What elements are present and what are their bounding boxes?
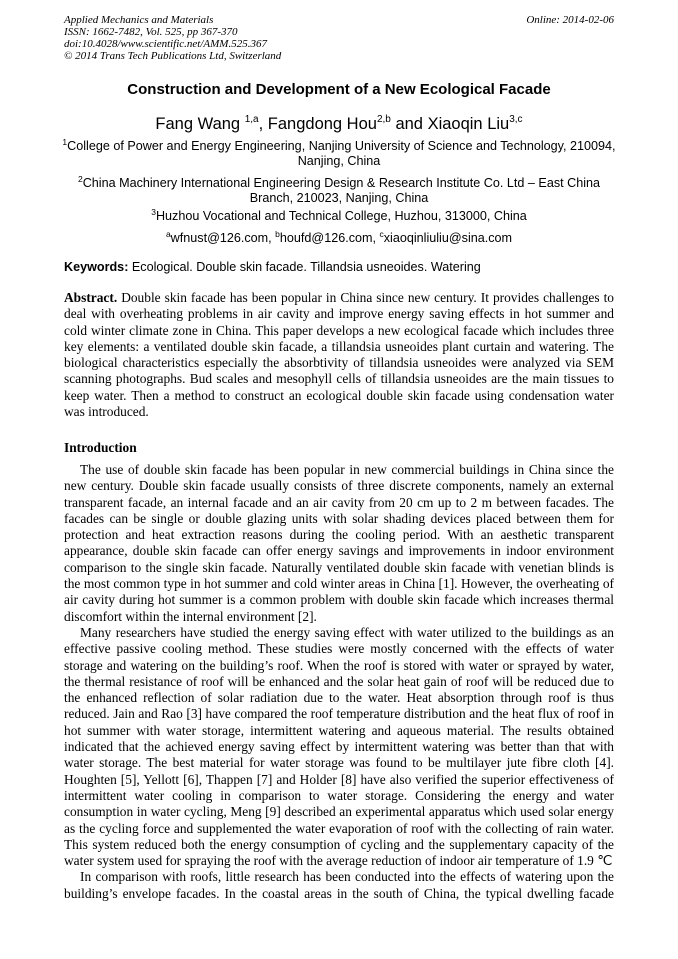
abstract-label: Abstract. [64, 290, 118, 305]
keywords-label: Keywords: [64, 260, 129, 274]
paper-title: Construction and Development of a New Ecological Facade [127, 81, 551, 98]
text-line: storage and watering on the building’s roof. When the roof is stored with water or sprayed by water, [64, 657, 614, 673]
text-line: In comparison with roofs, little research has been conducted into the effects of watering upon the [80, 869, 614, 885]
affiliation-sup: 2 [77, 174, 83, 184]
text-line [64, 290, 614, 306]
text-line: intermittent water cooling in comparison to water storage. Considering the energy and water [64, 787, 614, 803]
author-sup: 3,c [509, 114, 523, 125]
email-list [40, 231, 638, 246]
issn-volume: ISSN: 1662-7482, Vol. 525, pp 367-370 [64, 26, 238, 38]
keywords [64, 260, 481, 274]
text-line: the thermal resistance of roof will be enhanced and the solar heat gain of roof will be reduced due to [64, 673, 614, 689]
author-name: Fang Wang [155, 115, 245, 133]
text-line: hot summer with water storage, intermittent watering and aqueous material. The results obtained [64, 722, 614, 738]
text-line: was introduced. [64, 404, 149, 420]
author-name: Fangdong Hou [267, 115, 377, 133]
author-sep: , [258, 115, 268, 133]
email[interactable]: wfnust@126.com, [170, 231, 276, 245]
journal-info [64, 14, 281, 62]
email-sup: a [165, 229, 171, 239]
text-line: as the cycling force and supplemented the water evaporation of roof with the collecting of rain water. [64, 820, 614, 836]
text-line: effective passive cooling method. These studies were mostly concerned with the effects of water [64, 641, 614, 657]
text-line: appearance, double skin facade can offer energy savings and improvements in indoor environment [64, 543, 614, 559]
journal-name: Applied Mechanics and Materials [64, 14, 214, 26]
text-line: The use of double skin facade has been popular in new commercial buildings in China since the [80, 462, 614, 477]
author-sep: and [390, 115, 428, 133]
text-line: key elements: a ventilated double skin facade, a tillandsia usneoides plant curtain and watering. The [64, 338, 614, 354]
text-line: cold winter climate zone in China. This paper develops a new ecological facade which includes three [64, 322, 614, 338]
affiliation-line: Nanjing, China [297, 154, 381, 168]
text-line: discomfort within the internal environment [2]. [64, 608, 317, 624]
text-line: keep water. Then a method to construct an ecological double skin facade using condensation water [64, 387, 614, 403]
author-sup: 2,b [376, 114, 391, 125]
email[interactable]: xiaoqinliuliu@sina.com [383, 231, 513, 245]
text-line: protection and heat extraction reasons during the cooling period. With an aesthetic transparent [64, 527, 614, 543]
affiliation-sup: 3 [151, 207, 156, 217]
affiliation-1 [40, 139, 638, 169]
affiliation-line: Huzhou Vocational and Technical College, Huzhou, 313000, China [155, 209, 527, 223]
text-line: water system used for spraying the roof with the average reduction of indoor air temperature of 1.9 ℃ [64, 853, 613, 869]
email[interactable]: houfd@126.com, [279, 231, 380, 245]
text-line: facades can be single or double glazing units with solar shading devices placed between them for [64, 510, 614, 526]
affiliation-line: College of Power and Energy Engineering, Nanjing University of Science and Technology, 210094, [67, 139, 616, 153]
email-sup: b [275, 229, 280, 239]
keywords-text: Ecological. Double skin facade. Tillandsia usneoides. Watering [128, 260, 481, 274]
doi: doi:10.4028/www.scientific.net/AMM.525.367 [64, 38, 267, 50]
author-list [40, 115, 638, 134]
text-line: comparison to the single skin facade. Naturally ventilated double skin facade with venetian blinds is [64, 559, 614, 575]
text-line: the enhanced reflection of solar radiation due to the water. Heat absorption through roof is thus [64, 690, 614, 706]
text-line: biological characteristics especially the absorbtivity of tillandsia usneoides were analyzed via SEM [64, 355, 614, 371]
online-date: Online: 2014-02-06 [526, 14, 614, 26]
text-line: indicated that the achieved energy saving effect by intermittent watering was better than that with [64, 739, 614, 755]
text-line: consumption in water cycling, Meng [9] described an experimental apparatus which used solar energy [64, 804, 614, 820]
affiliation-line: China Machinery International Engineering Design & Research Institute Co. Ltd – East China [82, 176, 601, 190]
text-line: building’s envelope facades. In the coastal areas in the south of China, the typical dwelling facade [64, 885, 614, 901]
introduction-body [64, 462, 614, 902]
text-line: air cavity during hot summer is a common problem with double skin facade which increases thermal [64, 592, 614, 608]
section-heading-introduction: Introduction [64, 440, 137, 455]
abstract-text: Double skin facade has been popular in China since new century. It provides challenges to [117, 290, 614, 305]
text-line: Houghten [5], Yellott [6], Thappen [7] and Holder [8] have also verified the superior effectiveness of [64, 771, 614, 787]
author-sup: 1,a [244, 114, 259, 125]
text-line: water storage. The best material for water storage was found to be multilayer jute fibre cloth [4]. [64, 755, 614, 771]
text-line: reduced. Jain and Rao [3] have compared the roof temperature distribution and the heat flux of roof in [64, 706, 614, 722]
text-line: deal with overheating problems in air cavity and improve energy saving effects in hot summer and [64, 306, 614, 322]
affiliation-3 [40, 209, 638, 224]
text-line: transparent facade, an internal facade and an air cavity from 20 cm up to 2 m between facades. The [64, 494, 614, 510]
text-line: scanning photographs. Bud scales and mesophyll cells of tillandsia usneoides are the main tissues to [64, 371, 614, 387]
affiliation-sup: 1 [62, 137, 68, 147]
text-line: Many researchers have studied the energy saving effect with water utilized to the buildings as an [80, 624, 614, 640]
text-line: new century. Double skin facade usually consists of three discrete components, namely an external [64, 478, 614, 494]
text-line: This system reduced both the energy consumption of cycling and the supplementary capacity of the [64, 836, 614, 852]
affiliation-2 [40, 176, 638, 206]
affiliation-line: Branch, 210023, Nanjing, China [249, 191, 429, 205]
copyright: © 2014 Trans Tech Publications Ltd, Switzerland [64, 50, 282, 62]
email-sup: c [379, 229, 384, 239]
text-line: the most common type in hot summer and cold winter areas in China [1]. However, the overheating of [64, 576, 614, 592]
abstract [64, 290, 614, 420]
author-name: Xiaoqin Liu [427, 115, 510, 133]
